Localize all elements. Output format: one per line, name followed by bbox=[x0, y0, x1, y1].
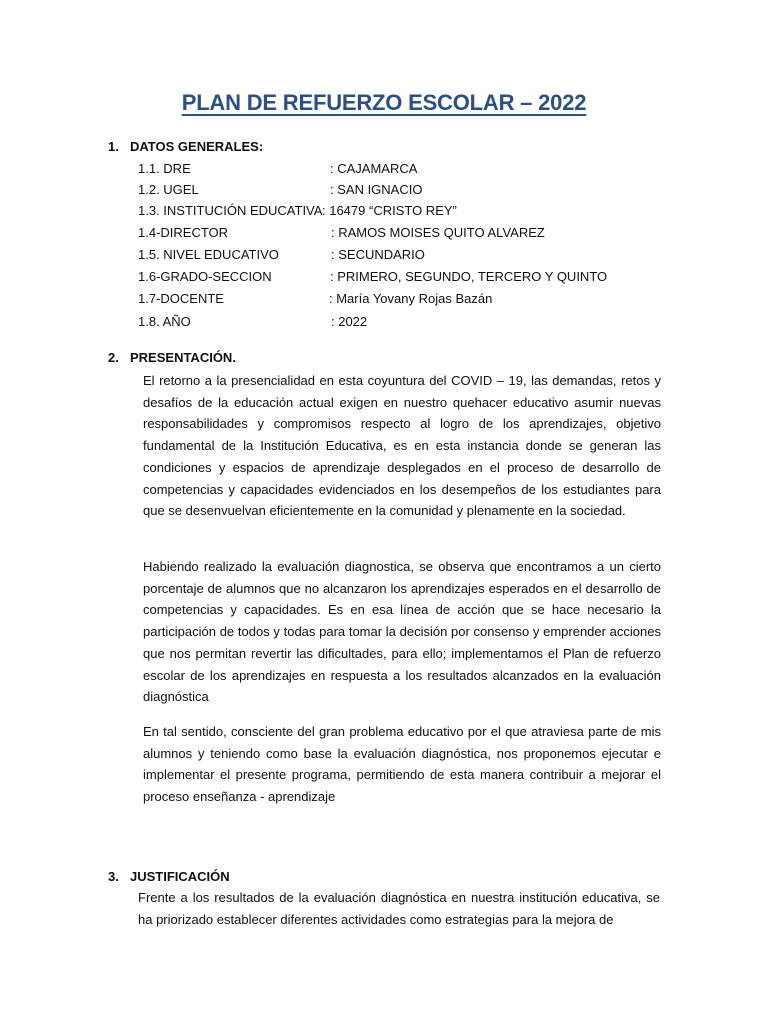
section-number: 2. bbox=[108, 350, 119, 365]
section-title: PRESENTACIÓN. bbox=[130, 350, 236, 365]
datos-label: 1.1. DRE bbox=[138, 161, 191, 176]
presentacion-paragraph-3: En tal sentido, consciente del gran problema educativo por el que atraviesa parte de mis alumnos y teniendo como base la evaluación diagnóstica, nos proponemos ejecutar e implementar el presente programa, permitiendo de esta manera contribuir a mejorar el proceso enseñanza - aprendizaje bbox=[143, 724, 661, 805]
section-number: 3. bbox=[108, 869, 119, 884]
datos-value: : PRIMERO, SEGUNDO, TERCERO Y QUINTO bbox=[330, 269, 608, 284]
datos-value: : 2022 bbox=[331, 314, 368, 329]
datos-value: : María Yovany Rojas Bazán bbox=[329, 291, 493, 306]
datos-value: : 16479 “CRISTO REY” bbox=[322, 203, 457, 218]
datos-label: 1.5. NIVEL EDUCATIVO bbox=[138, 247, 279, 262]
section-title: DATOS GENERALES: bbox=[130, 139, 264, 154]
datos-label: 1.4-DIRECTOR bbox=[138, 225, 229, 240]
datos-label: 1.7-DOCENTE bbox=[138, 291, 224, 306]
datos-value: : RAMOS MOISES QUITO ALVAREZ bbox=[331, 225, 545, 240]
section-title: JUSTIFICACIÓN bbox=[130, 869, 230, 884]
datos-label: 1.6-GRADO-SECCION bbox=[138, 269, 272, 284]
section-number: 1. bbox=[108, 139, 119, 154]
document-title: PLAN DE REFUERZO ESCOLAR – 2022 bbox=[181, 90, 587, 115]
section-heading-justificacion bbox=[108, 869, 230, 884]
datos-value: : SAN IGNACIO bbox=[330, 182, 423, 197]
justificacion-paragraph-1: Frente a los resultados de la evaluación diagnóstica en nuestra institución educativa, se ha priorizado establecer diferentes actividades como estrategias para la mejora de bbox=[138, 890, 660, 927]
datos-label: 1.2. UGEL bbox=[138, 182, 199, 197]
datos-label: 1.8. AÑO bbox=[138, 314, 191, 329]
datos-value: : SECUNDARIO bbox=[331, 247, 425, 262]
datos-label: 1.3. INSTITUCIÓN EDUCATIVA bbox=[138, 203, 323, 218]
datos-value: : CAJAMARCA bbox=[330, 161, 418, 176]
section-heading-datos-generales bbox=[108, 139, 263, 154]
presentacion-paragraph-2: Habiendo realizado la evaluación diagnostica, se observa que encontramos a un cierto porcentaje de alumnos que no alcanzaron los aprendizajes esperados en el desarrollo de competencias y capacidades. Es en esa línea de acción que se hace necesario la participación de todos y todas para tomar la decisión por consenso y emprender acciones que nos permitan revertir las dificultades, para ello; implementamos el Plan de refuerzo escolar de los aprendizajes en respuesta a los resultados alcanzados en la evaluación diagnóstica bbox=[143, 559, 661, 705]
presentacion-paragraph-1: El retorno a la presencialidad en esta coyuntura del COVID – 19, las demandas, retos y desafíos de la educación actual exigen en nuestro quehacer educativo asumir nuevas responsabilidades y compromisos respecto al logro de los aprendizajes, objetivo fundamental de la Institución Educativa, es en esta instancia donde se generan las condiciones y espacios de aprendizaje desplegados en el proceso de desarrollo de competencias y capacidades evidenciados en los desempeños de los estudiantes para que se desenvuelvan eficientemente en la comunidad y plenamente en la sociedad. bbox=[143, 373, 661, 519]
section-heading-presentacion bbox=[108, 350, 236, 365]
